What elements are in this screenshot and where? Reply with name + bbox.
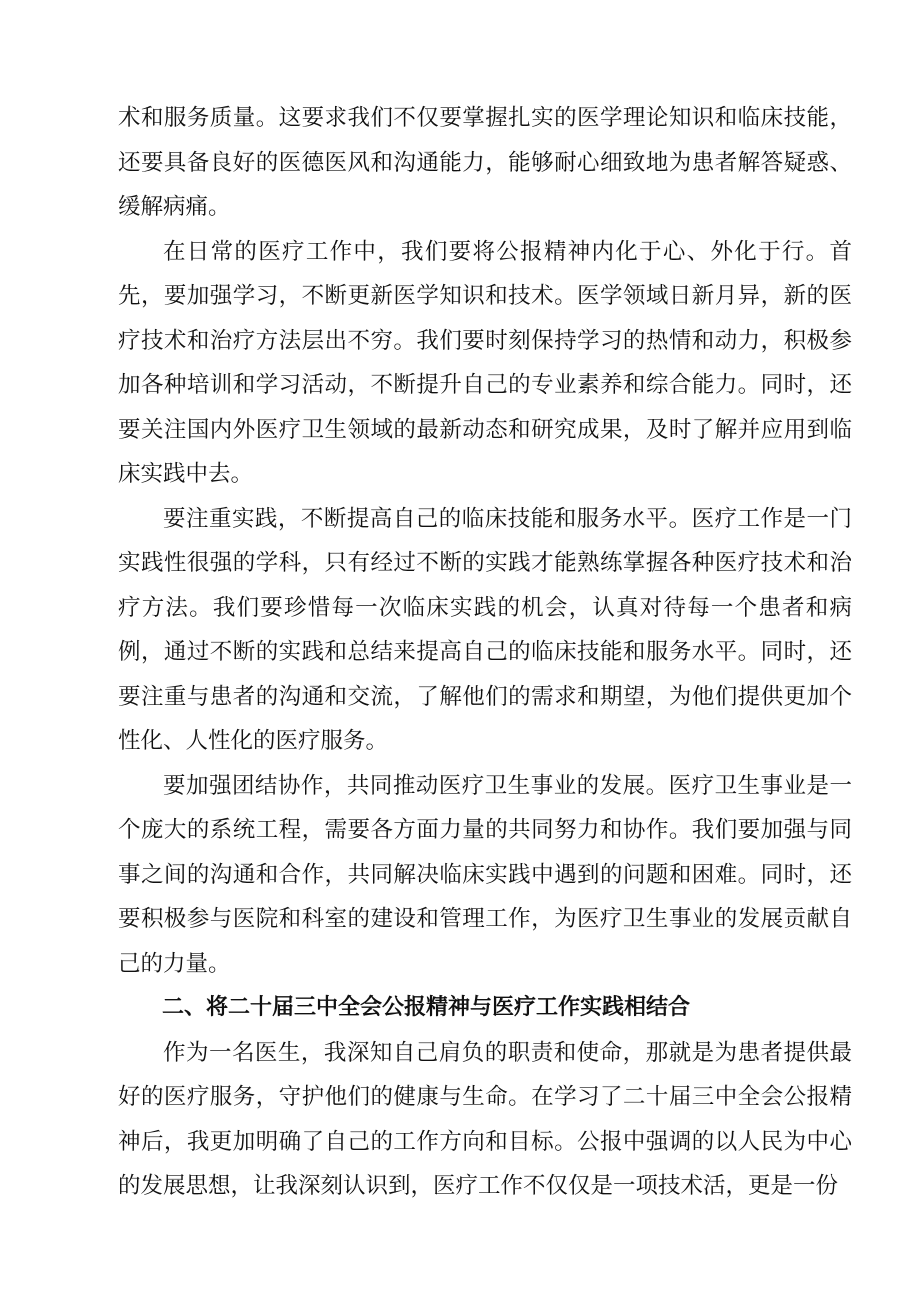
paragraph-daily-work: 在日常的医疗工作中，我们要将公报精神内化于心、外化于行。首先，要加强学习，不断更新医学知识和技术。医学领域日新月异，新的医疗技术和治疗方法层出不穷。我们要时刻保持学习的热情和动力，积极参加各种培训和学习活动，不断提升自己的专业素养和综合能力。同时，还要关注国内外医疗卫生领域的最新动态和研究成果，及时了解并应用到临床实践中去。 (118, 238, 852, 487)
paragraph-doctor-role: 作为一名医生，我深知自己肩负的职责和使命，那就是为患者提供最好的医疗服务，守护他们的健康与生命。在学习了二十届三中全会公报精神后，我更加明确了自己的工作方向和目标。公报中强调的以人民为中心的发展思想，让我深刻认识到，医疗工作不仅仅是一项技术活，更是一份 (118, 1039, 852, 1199)
document-page (118, 96, 852, 1209)
paragraph-continuation: 术和服务质量。这要求我们不仅要掌握扎实的医学理论知识和临床技能，还要具备良好的医德医风和沟通能力，能够耐心细致地为患者解答疑惑、缓解病痛。 (118, 105, 852, 220)
paragraph-practice: 要注重实践，不断提高自己的临床技能和服务水平。医疗工作是一门实践性很强的学科，只有经过不断的实践才能熟练掌握各种医疗技术和治疗方法。我们要珍惜每一次临床实践的机会，认真对待每一个患者和病例，通过不断的实践和总结来提高自己的临床技能和服务水平。同时，还要注重与患者的沟通和交流，了解他们的需求和期望，为他们提供更加个性化、人性化的医疗服务。 (118, 505, 852, 754)
paragraph-teamwork: 要加强团结协作，共同推动医疗卫生事业的发展。医疗卫生事业是一个庞大的系统工程，需要各方面力量的共同努力和协作。我们要加强与同事之间的沟通和合作，共同解决临床实践中遇到的问题和困难。同时，还要积极参与医院和科室的建设和管理工作，为医疗卫生事业的发展贡献自己的力量。 (118, 772, 852, 977)
section-heading: 二、将二十届三中全会公报精神与医疗工作实践相结合 (162, 995, 691, 1020)
